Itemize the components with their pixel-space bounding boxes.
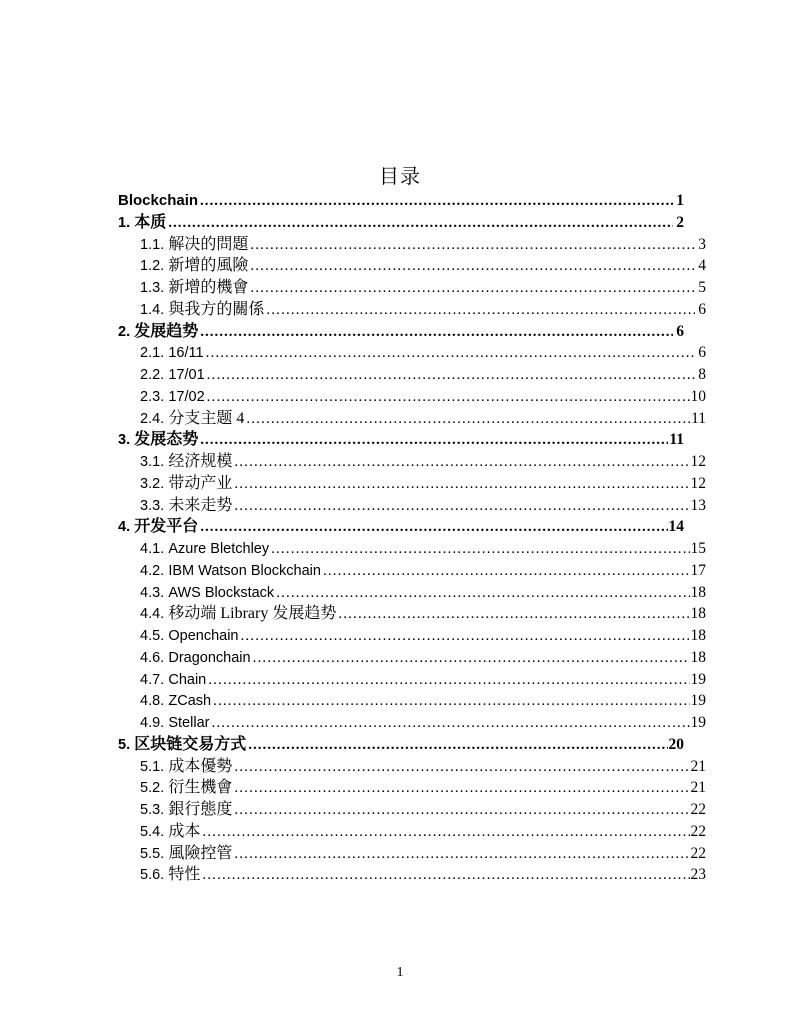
- toc-entry[interactable]: [118, 777, 706, 799]
- toc-leader-dots: [250, 235, 695, 256]
- toc-leader-dots: [241, 626, 690, 647]
- toc-entry-title: Openchain: [168, 628, 239, 644]
- toc-leader-dots: [276, 583, 689, 604]
- toc-entry-page-number: 4: [698, 257, 706, 275]
- toc-entry[interactable]: [118, 408, 706, 430]
- footer-page-number: 1: [396, 965, 404, 980]
- toc-entry-label: [140, 843, 232, 865]
- toc-entry-label: [140, 473, 232, 495]
- toc-entry-number: 1.2.: [140, 258, 165, 275]
- toc-leader-dots: [207, 365, 695, 386]
- toc-leader-dots: [206, 343, 695, 364]
- toc-entry-label: [140, 560, 321, 582]
- toc-entry-label: [140, 277, 248, 299]
- toc-entry[interactable]: [118, 299, 706, 321]
- toc-entry-label: [140, 255, 248, 277]
- toc-entry-page-number: 13: [690, 496, 706, 514]
- toc-entry-page-number: 21: [690, 779, 706, 797]
- toc-leader-dots: [200, 517, 667, 538]
- toc-entry-number: 2.1.: [140, 345, 165, 362]
- toc-leader-dots: [234, 844, 689, 865]
- toc-entry-number: 2.: [118, 323, 131, 340]
- toc-leader-dots: [208, 670, 689, 691]
- toc-entry-title: 发展趋势: [134, 322, 199, 340]
- toc-entry-number: 5.2.: [140, 780, 165, 797]
- toc-entry-title: 带动产业: [168, 474, 233, 492]
- toc-entry-label: [140, 647, 251, 669]
- toc-entry-page-number: 6: [698, 300, 706, 318]
- toc-entry-title: 移动端 Library 发展趋势: [168, 605, 337, 623]
- toc-entry-number: 5.1.: [140, 758, 165, 775]
- toc-entry[interactable]: [118, 255, 706, 277]
- toc-entry-page-number: 20: [668, 735, 684, 753]
- toc-entry-page-number: 11: [669, 431, 684, 449]
- toc-entry-title: 经济规模: [168, 453, 233, 470]
- toc-entry-page-number: 8: [698, 366, 706, 383]
- toc-entry[interactable]: [118, 277, 706, 299]
- toc-entry-page-number: 19: [690, 670, 706, 688]
- toc-entry-page-number: 6: [676, 322, 684, 340]
- toc-entry-number: 1.1.: [140, 236, 165, 253]
- toc-entry[interactable]: [118, 821, 706, 843]
- toc-entry-number: 4.7.: [140, 671, 165, 688]
- toc-entry-label: [140, 756, 232, 778]
- toc-entry-label: [140, 364, 205, 386]
- toc-entry-title: 風險控管: [168, 844, 233, 862]
- toc-entry-label: [140, 582, 274, 604]
- toc-entry-number: 2.4.: [140, 410, 165, 427]
- toc-leader-dots: [168, 213, 673, 234]
- toc-entry-title: 17/01: [168, 367, 205, 383]
- toc-entry[interactable]: [118, 364, 706, 386]
- toc-entry[interactable]: [118, 429, 684, 451]
- toc-entry-number: 4.4.: [140, 606, 165, 623]
- toc-entry[interactable]: [118, 582, 706, 604]
- toc-leader-dots: [234, 496, 689, 517]
- toc-leader-dots: [207, 387, 690, 408]
- toc-entry-number: 1.4.: [140, 301, 165, 318]
- toc-entry-label: [140, 342, 204, 364]
- toc-entry-page-number: 5: [698, 279, 706, 296]
- toc-entry-title: 與我方的關係: [168, 300, 265, 318]
- toc-entry-title: Azure Bletchley: [168, 541, 270, 557]
- toc-entry-label: [140, 538, 269, 560]
- toc-entry[interactable]: [118, 756, 706, 778]
- toc-entry-page-number: 12: [690, 474, 706, 492]
- toc-leader-dots: [250, 256, 695, 277]
- toc-entry-label: [140, 495, 232, 517]
- toc-leader-dots: [211, 713, 689, 734]
- toc-entry-page-number: 18: [690, 648, 706, 666]
- toc-leader-dots: [271, 539, 689, 560]
- toc-entry-number: 5.6.: [140, 867, 165, 884]
- toc-entry[interactable]: [118, 386, 706, 408]
- page-title: 目录: [379, 166, 421, 188]
- toc-entry[interactable]: [118, 190, 684, 212]
- toc-entry[interactable]: [118, 734, 684, 756]
- toc-entry-number: 3.2.: [140, 475, 165, 492]
- toc-entry-page-number: 1: [676, 192, 684, 209]
- table-of-contents: [118, 190, 706, 886]
- toc-entry-number: 4.2.: [140, 562, 165, 579]
- toc-entry-title: 区块链交易方式: [134, 735, 247, 753]
- toc-leader-dots: [248, 735, 667, 756]
- toc-entry-title: 分支主题 4: [168, 409, 245, 427]
- toc-entry-number: 4.1.: [140, 541, 165, 557]
- toc-entry-label: [140, 821, 200, 843]
- toc-entry[interactable]: [118, 625, 706, 647]
- toc-entry-number: 5.3.: [140, 802, 165, 818]
- toc-entry-page-number: 22: [690, 844, 706, 862]
- toc-entry[interactable]: [118, 843, 706, 865]
- toc-entry-title: 开发平台: [134, 518, 199, 536]
- toc-entry-page-number: 17: [690, 561, 706, 579]
- toc-entry-label: [118, 734, 246, 756]
- toc-entry[interactable]: [118, 473, 706, 495]
- toc-entry-label: [140, 625, 239, 647]
- toc-entry-title: Dragonchain: [168, 649, 251, 666]
- toc-entry-label: [118, 429, 198, 451]
- toc-entry[interactable]: [118, 864, 706, 886]
- toc-entry[interactable]: [118, 712, 706, 734]
- toc-entry-label: [140, 690, 211, 712]
- toc-entry-label: [140, 386, 205, 408]
- toc-entry-title: Chain: [168, 671, 207, 688]
- toc-leader-dots: [202, 822, 689, 843]
- toc-entry-title: 发展态势: [134, 431, 199, 449]
- toc-entry[interactable]: [118, 321, 684, 343]
- toc-leader-dots: [234, 757, 689, 778]
- toc-leader-dots: [266, 300, 695, 321]
- toc-entry-title: 銀行態度: [168, 801, 233, 818]
- toc-leader-dots: [323, 561, 690, 582]
- toc-entry-title: Blockchain: [118, 192, 199, 209]
- toc-entry-page-number: 14: [668, 518, 684, 536]
- toc-entry-title: ZCash: [168, 693, 212, 710]
- toc-entry[interactable]: [118, 799, 706, 821]
- toc-entry-label: [118, 212, 166, 234]
- toc-entry[interactable]: [118, 212, 684, 234]
- toc-entry-page-number: 11: [691, 409, 706, 427]
- toc-entry-page-number: 10: [690, 387, 706, 405]
- toc-leader-dots: [202, 865, 689, 886]
- toc-entry-title: 衍生機會: [168, 779, 233, 797]
- toc-entry-number: 5.5.: [140, 845, 165, 862]
- toc-entry-number: 4.9.: [140, 715, 165, 731]
- toc-entry-label: [140, 299, 264, 321]
- toc-entry-page-number: 3: [698, 235, 706, 253]
- toc-leader-dots: [234, 452, 689, 473]
- toc-entry-label: [118, 190, 198, 212]
- toc-entry-title: 新增的風險: [168, 257, 249, 275]
- toc-entry-label: [118, 321, 198, 343]
- toc-entry-page-number: 23: [690, 866, 706, 884]
- toc-entry-number: 1.: [118, 214, 131, 231]
- toc-entry[interactable]: [118, 516, 684, 538]
- toc-entry-label: [140, 234, 248, 256]
- toc-entry[interactable]: [118, 669, 706, 691]
- toc-leader-dots: [338, 604, 689, 625]
- toc-entry-number: 5.4.: [140, 823, 165, 840]
- toc-entry[interactable]: [118, 647, 706, 669]
- toc-entry-title: 16/11: [168, 345, 204, 362]
- toc-entry-title: 特性: [168, 866, 201, 884]
- toc-entry-title: 新增的機會: [168, 279, 249, 296]
- toc-entry-number: 4.8.: [140, 693, 165, 710]
- toc-entry-number: 2.3.: [140, 388, 165, 405]
- toc-entry-page-number: 22: [690, 822, 706, 840]
- toc-entry-label: [140, 669, 206, 691]
- toc-entry-label: [140, 408, 244, 430]
- toc-entry-number: 1.3.: [140, 280, 165, 296]
- toc-entry-number: 4.3.: [140, 584, 165, 601]
- toc-entry-number: 4.: [118, 519, 131, 536]
- toc-leader-dots: [200, 191, 673, 212]
- toc-entry-label: [140, 799, 232, 821]
- toc-entry-title: IBM Watson Blockchain: [168, 562, 321, 579]
- toc-entry-number: 4.6.: [140, 649, 165, 666]
- toc-entry-title: AWS Blockstack: [168, 584, 275, 601]
- toc-entry-page-number: 15: [690, 540, 706, 557]
- toc-entry-label: [140, 451, 232, 473]
- toc-leader-dots: [246, 409, 690, 430]
- toc-entry[interactable]: [118, 538, 706, 560]
- toc-entry-label: [140, 864, 200, 886]
- toc-leader-dots: [213, 691, 689, 712]
- toc-entry[interactable]: [118, 234, 706, 256]
- toc-entry-title: 未来走势: [168, 496, 233, 514]
- toc-entry-label: [140, 712, 209, 734]
- toc-entry-title: 解决的問題: [168, 235, 249, 253]
- toc-entry-page-number: 18: [690, 583, 706, 601]
- toc-entry-number: 3.: [118, 432, 131, 449]
- toc-entry-number: 4.5.: [140, 628, 165, 644]
- toc-leader-dots: [200, 430, 668, 451]
- toc-entry[interactable]: [118, 560, 706, 582]
- toc-entry-title: 成本: [168, 822, 201, 840]
- toc-entry-page-number: 22: [690, 801, 706, 818]
- toc-leader-dots: [234, 474, 689, 495]
- toc-leader-dots: [253, 648, 690, 669]
- toc-entry-label: [118, 516, 198, 538]
- toc-entry-number: 3.3.: [140, 497, 165, 514]
- toc-entry[interactable]: [118, 603, 706, 625]
- toc-entry-page-number: 21: [690, 757, 706, 775]
- toc-entry-page-number: 18: [690, 627, 706, 644]
- toc-entry[interactable]: [118, 690, 706, 712]
- toc-entry-page-number: 12: [690, 453, 706, 470]
- toc-entry[interactable]: [118, 495, 706, 517]
- toc-leader-dots: [250, 278, 695, 299]
- toc-entry-page-number: 18: [690, 605, 706, 623]
- toc-entry-number: 3.1.: [140, 454, 165, 470]
- toc-entry[interactable]: [118, 342, 706, 364]
- toc-entry-page-number: 6: [698, 344, 706, 362]
- toc-leader-dots: [234, 800, 689, 821]
- toc-entry-page-number: 19: [690, 692, 706, 710]
- toc-entry-title: 本质: [134, 213, 167, 231]
- toc-entry[interactable]: [118, 451, 706, 473]
- toc-entry-label: [140, 777, 232, 799]
- toc-entry-page-number: 2: [676, 213, 684, 231]
- toc-entry-label: [140, 603, 336, 625]
- toc-entry-page-number: 19: [690, 714, 706, 731]
- toc-leader-dots: [200, 322, 673, 343]
- toc-leader-dots: [234, 778, 689, 799]
- toc-entry-number: 5.: [118, 736, 131, 753]
- toc-entry-number: 2.2.: [140, 367, 165, 383]
- toc-entry-title: 成本優勢: [168, 757, 233, 775]
- toc-entry-title: Stellar: [168, 715, 210, 731]
- toc-entry-title: 17/02: [168, 388, 205, 405]
